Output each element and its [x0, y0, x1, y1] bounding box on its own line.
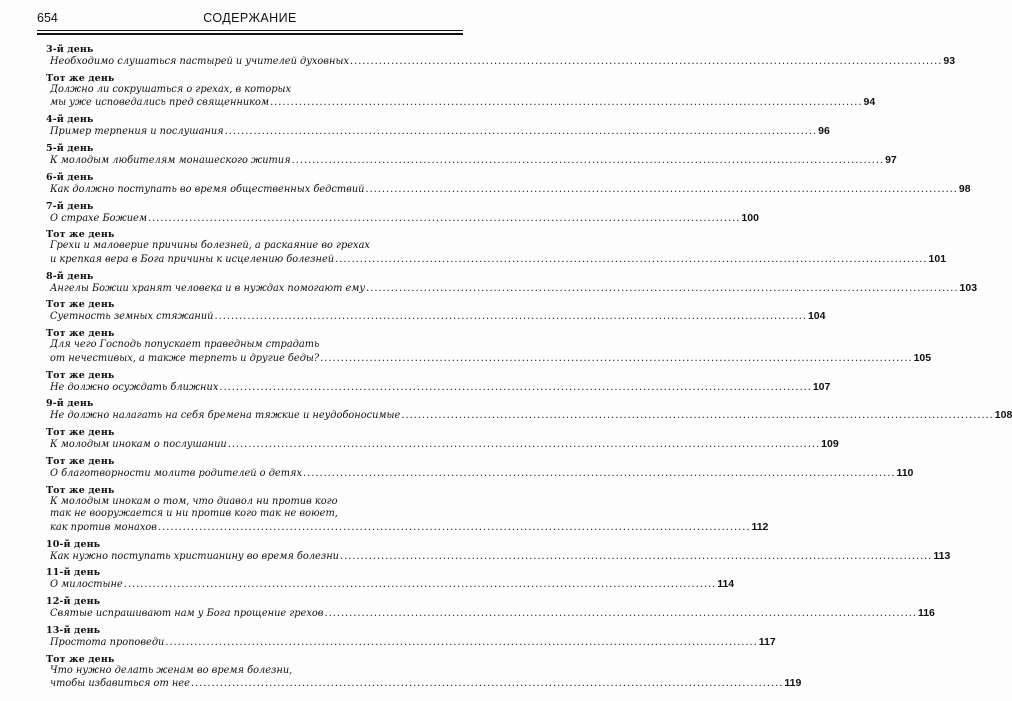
dot-leader [303, 468, 895, 481]
toc-entry-line [46, 252, 947, 267]
toc-entry [46, 596, 935, 621]
toc-entry-day: Тот же день [46, 427, 115, 439]
toc-entry-title: О благотворности молитв родителей о детях [50, 467, 302, 479]
toc-entry-line [46, 636, 776, 650]
toc-entry-page: 94 [863, 96, 876, 109]
section-title: СОДЕРЖАНИЕ [203, 11, 297, 25]
toc-entry-page: 119 [784, 677, 802, 690]
toc-entry-day: 7-й день [46, 200, 94, 212]
toc-entry-day: 9-й день [46, 398, 94, 410]
toc-entry-line [46, 380, 831, 395]
toc-entry-line [46, 153, 897, 168]
toc-entry-page: 113 [933, 549, 951, 562]
dot-leader [320, 353, 912, 366]
toc-entry-day: Тот же день [46, 299, 115, 311]
toc-entry-line [46, 438, 839, 452]
page-header [37, 11, 463, 27]
toc-entry-title: Что нужно делать женам во время болезни, [50, 664, 293, 676]
toc-entry-day: 6-й день [46, 171, 94, 183]
dot-leader [228, 439, 820, 452]
toc-entry-title: Должно ли сокрушаться о грехах, в которых [50, 83, 292, 95]
toc-entry [46, 538, 951, 564]
toc-entry-day: Тот же день [46, 369, 115, 381]
toc-entry [46, 398, 1012, 423]
toc-entry-title: мы уже исповедались пред священником [50, 97, 270, 109]
toc-entry-line [46, 665, 458, 678]
toc-entry-page: 105 [913, 351, 932, 364]
dot-leader [350, 56, 942, 69]
dot-leader [225, 126, 817, 139]
toc-entry-line [46, 677, 802, 691]
toc-entry-day: 10-й день [46, 538, 101, 550]
toc-entry-line [46, 508, 458, 521]
toc-entry-page: 110 [896, 466, 914, 479]
toc-entry-line [46, 466, 914, 481]
toc-entry [46, 625, 776, 650]
toc-entry-title: Пример терпения и послушания [50, 126, 224, 138]
toc-entry-day: Тот же день [46, 229, 115, 241]
toc-entry [46, 455, 914, 481]
toc-entry-title: чтобы избавиться от нее [50, 678, 190, 690]
toc-entry-title: Ангелы Божии хранят человека и в нуждах помогают ему [50, 282, 366, 294]
toc-entry-line [46, 409, 1012, 423]
toc-entry-line [46, 549, 951, 564]
toc-entry-title: К молодым инокам о послушании [50, 439, 227, 451]
dot-leader [148, 213, 740, 226]
toc-entry [46, 270, 978, 296]
dot-leader [215, 311, 807, 324]
toc-entry [46, 142, 897, 168]
toc-entry-page: 93 [943, 55, 956, 67]
toc-entry-title: Не должно налагать на себя бремена тяжкие и неудобоносимые [50, 410, 401, 422]
dot-leader [158, 522, 750, 535]
toc-entry-line [46, 281, 978, 296]
header-rule-thin [37, 30, 463, 31]
toc-entry-page: 116 [917, 607, 935, 620]
toc-entry-line [46, 182, 971, 197]
toc-entry-line [46, 520, 769, 535]
toc-entry-title: Суетность земных стяжаний [50, 311, 214, 323]
page-number: 654 [37, 11, 58, 25]
toc-entry [46, 200, 759, 226]
dot-leader [324, 608, 916, 621]
toc-entry-day: Тот же день [46, 72, 115, 84]
toc-entry-page: 117 [758, 636, 776, 649]
toc-entry [46, 567, 735, 592]
toc-entry-line [46, 578, 735, 592]
toc-entry-day: Тот же день [46, 484, 115, 496]
toc-entry-title: и крепкая вера в Бога причины к исцелению болезней [50, 253, 335, 265]
toc-entry-page: 108 [994, 409, 1012, 422]
toc-entry [46, 653, 802, 691]
toc-entry-day: 11-й день [46, 567, 101, 579]
toc-entry [46, 72, 876, 110]
toc-entry [46, 427, 839, 452]
toc-entry-day: 8-й день [46, 270, 94, 282]
toc-entry-line [46, 607, 935, 621]
toc-entry-line [46, 496, 458, 509]
toc-entry-title: так не вооружается и ни против кого так не воюет, [50, 508, 338, 520]
toc-entry-page: 104 [807, 310, 826, 323]
toc-entry-line [46, 96, 876, 110]
toc-entry-title: О страхе Божием [50, 212, 147, 224]
dot-leader [401, 410, 993, 423]
toc-entry-title: О милостыне [50, 579, 123, 591]
toc-entry [46, 44, 956, 69]
toc-entry-title: Святые испрашивают нам у Бога прощение грехов [50, 608, 324, 620]
dot-leader [340, 551, 932, 564]
toc-entry-line [46, 351, 932, 366]
toc-entry-title: Как нужно поступать христианину во время болезни [50, 550, 339, 562]
toc-entry-line [46, 125, 830, 139]
toc-entry [46, 369, 831, 395]
dot-leader [365, 184, 957, 197]
toc-entry-page: 96 [818, 125, 830, 138]
dot-leader [270, 97, 862, 110]
toc-entry [46, 484, 769, 535]
dot-leader [366, 283, 958, 296]
toc-entry-page: 103 [959, 281, 978, 294]
toc-entry-day: Тот же день [46, 328, 115, 340]
toc-entry-title: как против монахов [50, 521, 157, 533]
toc-entry-title: Как должно поступать во время общественных бедствий [50, 183, 365, 195]
toc-entry-line [46, 55, 956, 69]
toc-entry-line [46, 84, 458, 97]
toc-entry-page: 114 [717, 578, 735, 591]
header-rule-thick [37, 33, 463, 35]
toc-entry-line [46, 310, 826, 324]
toc-entry-day: 3-й день [46, 44, 94, 55]
toc-entry [46, 229, 947, 266]
dot-leader [165, 637, 757, 650]
toc-entry-title: Грехи и маловерие причины болезней, а раскаяние во грехах [50, 240, 370, 252]
toc-entry-title: от нечестивых, а также терпеть и другие беды? [50, 352, 320, 364]
toc-entry-day: 12-й день [46, 596, 101, 608]
toc-entry-line [46, 211, 759, 226]
toc-entry-page: 107 [812, 380, 831, 393]
toc-entry-title: Для чего Господь попускает праведным страдать [50, 339, 320, 351]
toc-entry [46, 328, 932, 365]
toc-entry-title: Простота проповеди [50, 637, 165, 649]
toc-entry-title: Не должно осуждать ближних [50, 381, 219, 393]
toc-entry-line [46, 240, 458, 253]
toc-entry-day: Тот же день [46, 455, 115, 467]
toc-entry-day: Тот же день [46, 653, 115, 665]
toc-entry [46, 171, 971, 197]
toc-entry-day: 4-й день [46, 114, 94, 126]
toc-entry-line [46, 339, 458, 352]
toc-entry-page: 101 [928, 252, 947, 265]
toc-entry-title: Необходимо слушаться пастырей и учителей духовных [50, 56, 349, 67]
toc-entry-page: 100 [741, 211, 759, 224]
toc-entry-title: К молодым инокам о том, что диавол ни против кого [50, 495, 338, 507]
table-of-contents [46, 44, 1012, 691]
toc-entry-page: 109 [821, 438, 839, 451]
toc-entry-day: 13-й день [46, 625, 101, 637]
toc-entry-day: 5-й день [46, 142, 94, 154]
dot-leader [191, 678, 783, 691]
dot-leader [124, 579, 716, 592]
toc-entry [46, 299, 826, 324]
dot-leader [292, 155, 884, 168]
toc-entry-page: 97 [885, 153, 897, 166]
toc-entry-title: К молодым любителям монашеского жития [50, 154, 291, 166]
dot-leader [335, 254, 927, 267]
toc-entry-page: 112 [751, 520, 769, 533]
toc-entry-page: 98 [958, 182, 971, 195]
toc-entry [46, 114, 830, 139]
dot-leader [219, 382, 811, 395]
